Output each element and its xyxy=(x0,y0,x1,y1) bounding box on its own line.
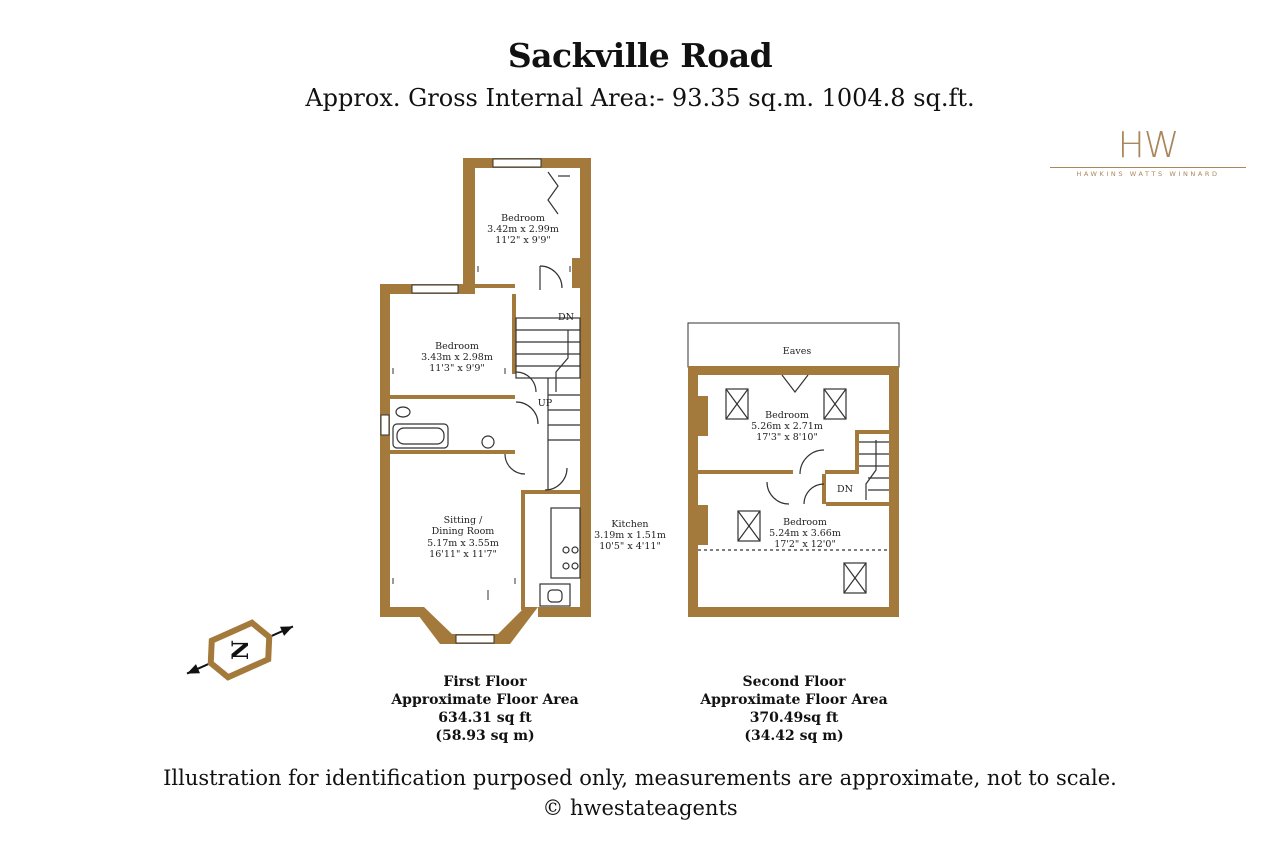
first-floor-area-title: Approximate Floor Area xyxy=(391,692,579,708)
second-floor-sqm: (34.42 sq m) xyxy=(744,728,844,744)
room-name-line2: Dining Room xyxy=(431,526,495,537)
first-floor-plan xyxy=(380,158,666,644)
second-floor-sqft: 370.49sq ft xyxy=(749,710,839,726)
room-metric: 3.19m x 1.51m xyxy=(594,530,666,541)
second-floor-fixtures xyxy=(698,375,889,593)
room-metric: 3.42m x 2.99m xyxy=(487,224,559,235)
eaves-outline xyxy=(688,323,899,367)
first-floor-title: First Floor xyxy=(443,674,527,690)
gross-area-subtitle: Approx. Gross Internal Area:- 93.35 sq.m. 1004.8 sq.ft. xyxy=(305,84,975,112)
room-imperial: 11'3" x 9'9" xyxy=(429,363,485,374)
second-floor-title: Second Floor xyxy=(742,674,846,690)
room-imperial: 16'11" x 11'7" xyxy=(429,549,497,560)
compass-letter: N xyxy=(228,639,254,661)
first-floor-sqft: 634.31 sq ft xyxy=(438,710,532,726)
copyright-text: © hwestateagents xyxy=(542,796,738,820)
first-floor-walls xyxy=(380,158,591,644)
stairs-down-label: DN xyxy=(558,312,574,323)
room-name: Bedroom xyxy=(435,341,479,352)
room-name: Bedroom xyxy=(765,410,809,421)
plan-title: Sackville Road xyxy=(507,36,773,75)
room-imperial: 17'3" x 8'10" xyxy=(756,432,818,443)
logo-name: HAWKINS WATTS WINNARD xyxy=(1076,170,1220,178)
second-floor-room-labels xyxy=(751,346,853,550)
disclaimer-text: Illustration for identification purposed only, measurements are approximate, not to scale. xyxy=(163,766,1117,790)
second-floor-walls xyxy=(688,366,899,617)
logo-mark: HW xyxy=(1117,125,1179,166)
room-metric: 3.43m x 2.98m xyxy=(421,352,493,363)
stairs-down-label: DN xyxy=(837,484,853,495)
first-floor-sqm: (58.93 sq m) xyxy=(435,728,535,744)
north-compass xyxy=(179,608,301,692)
eaves-label: Eaves xyxy=(782,346,812,357)
second-floor-plan xyxy=(688,323,899,617)
room-name: Bedroom xyxy=(501,213,545,224)
stairs-up-label: UP xyxy=(537,398,553,409)
first-floor-room-labels xyxy=(421,213,666,560)
room-metric: 5.24m x 3.66m xyxy=(769,528,841,539)
compass-arrow-tail xyxy=(185,664,200,678)
room-metric: 5.26m x 2.71m xyxy=(751,421,823,432)
second-floor-area-title: Approximate Floor Area xyxy=(700,692,888,708)
room-imperial: 17'2" x 12'0" xyxy=(774,539,836,550)
room-metric: 5.17m x 3.55m xyxy=(427,538,499,549)
room-imperial: 10'5" x 4'11" xyxy=(599,541,661,552)
second-floor-label xyxy=(694,673,894,745)
room-imperial: 11'2" x 9'9" xyxy=(495,235,551,246)
room-name: Sitting / xyxy=(443,515,483,526)
first-floor-label xyxy=(385,673,585,745)
room-name: Bedroom xyxy=(783,517,827,528)
compass-arrow-head xyxy=(280,622,295,636)
room-name: Kitchen xyxy=(611,519,649,530)
